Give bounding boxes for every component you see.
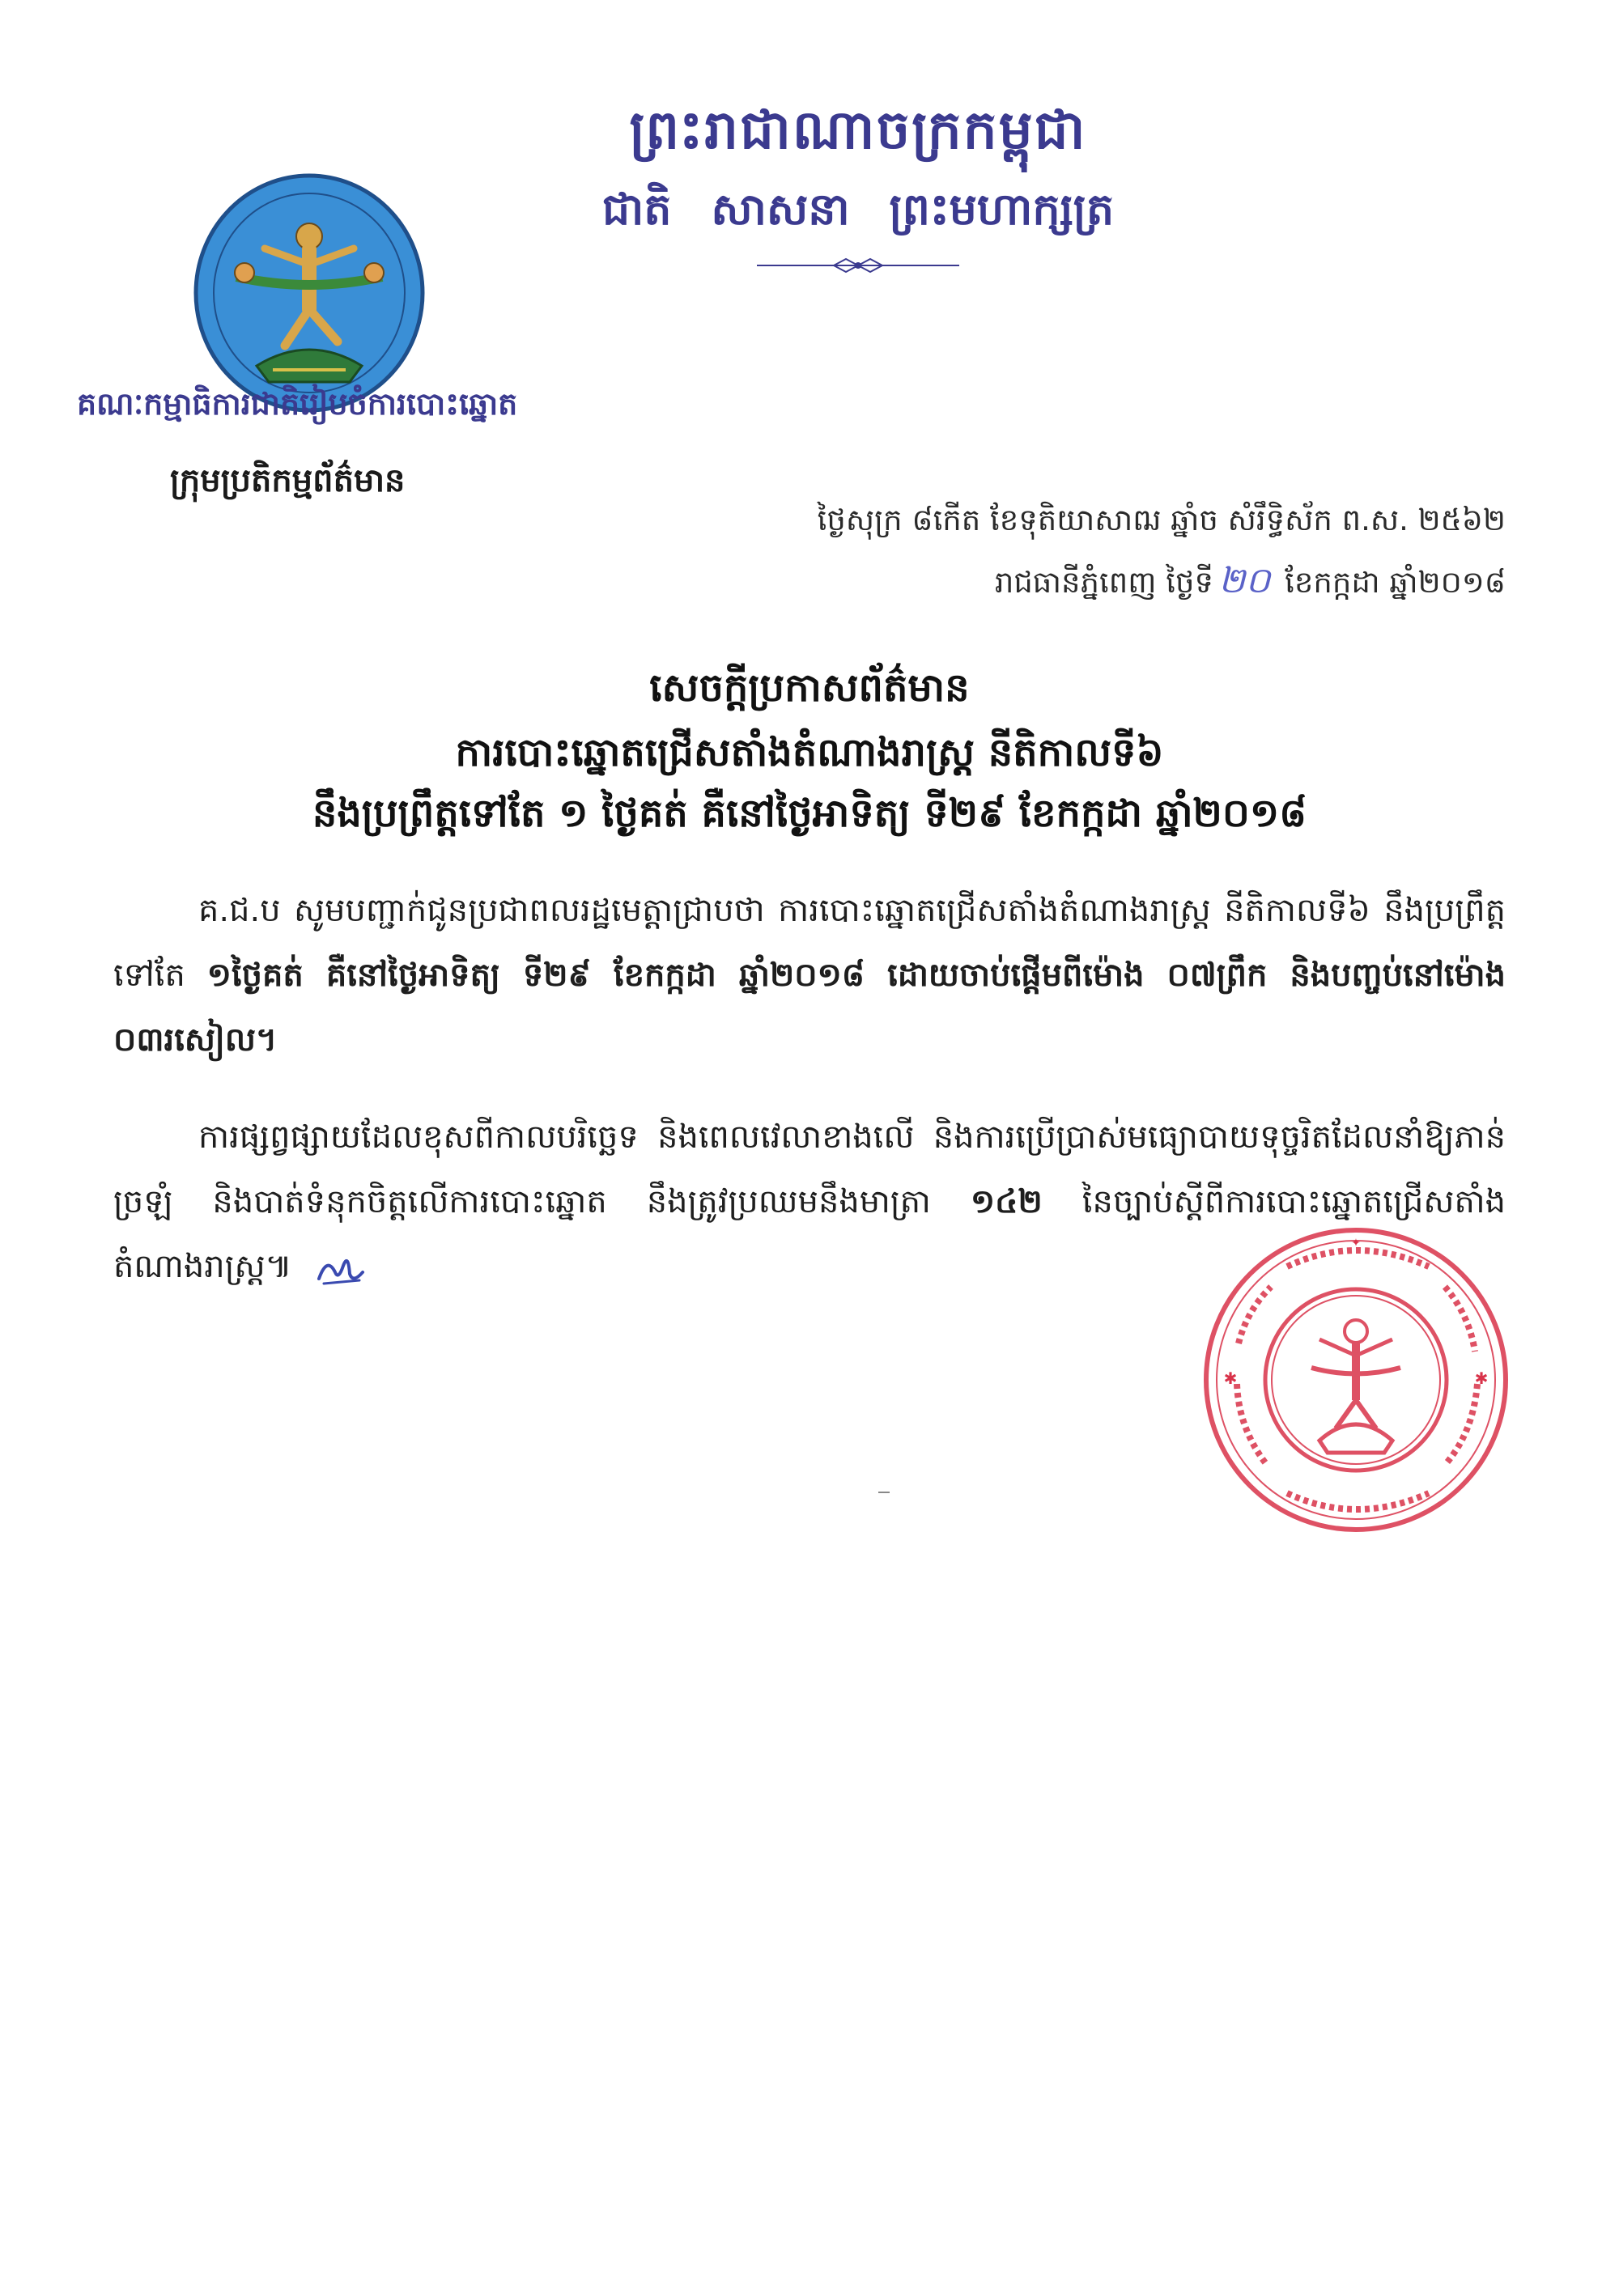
svg-text:✱: ✱ (1223, 1369, 1238, 1388)
paragraph-1 (113, 878, 1506, 1072)
paragraph-2-text: ការផ្សព្វផ្សាយដែលខុសពីកាលបរិច្ឆេទ និងពេលវេលាខាងលើ និងការប្រើប្រាស់មធ្យោបាយទុច្ចរិតដែលនាំឱ្យភាន់ច្រឡំ និងបាត់ទំនុកចិត្តលើការបោះឆ្នោត នឹងត្រូវប្រឈមនឹងមាត្រា (113, 1118, 1506, 1220)
handwritten-initial-icon (312, 1248, 369, 1288)
svg-text:✱: ✱ (1474, 1369, 1489, 1388)
official-seal-stamp-icon (1198, 1222, 1514, 1538)
commission-name: គណៈកម្មាធិការជាតិរៀបចំការបោះឆ្នោត (77, 386, 518, 422)
national-motto: ជាតិ សាសនា ព្រះមហាក្សត្រ (601, 184, 1115, 235)
document-subtitle: ការបោះឆ្នោតជ្រើសតាំងតំណាងរាស្ត្រ នីតិកាលទី៦ (455, 730, 1164, 775)
paragraph-2-text-end: នៃច្បាប់ស្តីពីការបោះឆ្នោតជ្រើសតាំងតំណាងរាស្ត្រ៕ (113, 1183, 1506, 1285)
stray-mark (878, 1492, 890, 1493)
nec-emblem-icon (188, 172, 431, 414)
solar-date (810, 558, 1506, 610)
paragraph-1-emphasis: ១ថ្ងៃគត់ គឺនៅថ្ងៃអាទិត្យ ទី២៩ ខែកក្កដា ឆ្នាំ២០១៨ ដោយចាប់ផ្តើមពីម៉ោង ០៧ព្រឹក និងបញ្ចប់នៅម៉ោង ០៣រសៀល។ (113, 957, 1506, 1059)
paragraph-1-text: គ.ជ.ប សូមបញ្ជាក់ជូនប្រជាពលរដ្ឋមេត្តាជ្រាបថា ការបោះឆ្នោតជ្រើសតាំងតំណាងរាស្ត្រ នីតិកាលទី៦ នឹងប្រព្រឹត្តទៅតែ (113, 892, 1506, 994)
document-title: សេចក្តីប្រកាសព័ត៌មាន (649, 665, 970, 711)
document-subtitle-date: នឹងប្រព្រឹត្តទៅតែ ១ ថ្ងៃគត់ គឺនៅថ្ងៃអាទិត្យ ទី២៩ ខែកក្កដា ឆ្នាំ២០១៨ (312, 791, 1307, 836)
solar-day-handwritten: ២០ (1217, 560, 1271, 601)
lunar-date: ថ្ងៃសុក្រ ៨កើត ខែទុតិយាសាឍ ឆ្នាំច សំរឹទ្ធិស័ក ព.ស. ២៥៦២ (817, 503, 1506, 537)
unit-name: ក្រុមប្រតិកម្មព័ត៌មាន (170, 462, 406, 499)
solar-date-suffix: ខែកក្កដា ឆ្នាំ២០១៨ (1285, 565, 1506, 600)
kingdom-title: ព្រះរាជាណាចក្រកម្ពុជា (629, 99, 1087, 161)
ornament-divider-icon (757, 256, 959, 275)
svg-text:✦: ✦ (1351, 1237, 1361, 1250)
solar-date-prefix: រាជធានីភ្នំពេញ ថ្ងៃទី (994, 565, 1213, 600)
article-number: ១៤២ (970, 1183, 1043, 1220)
